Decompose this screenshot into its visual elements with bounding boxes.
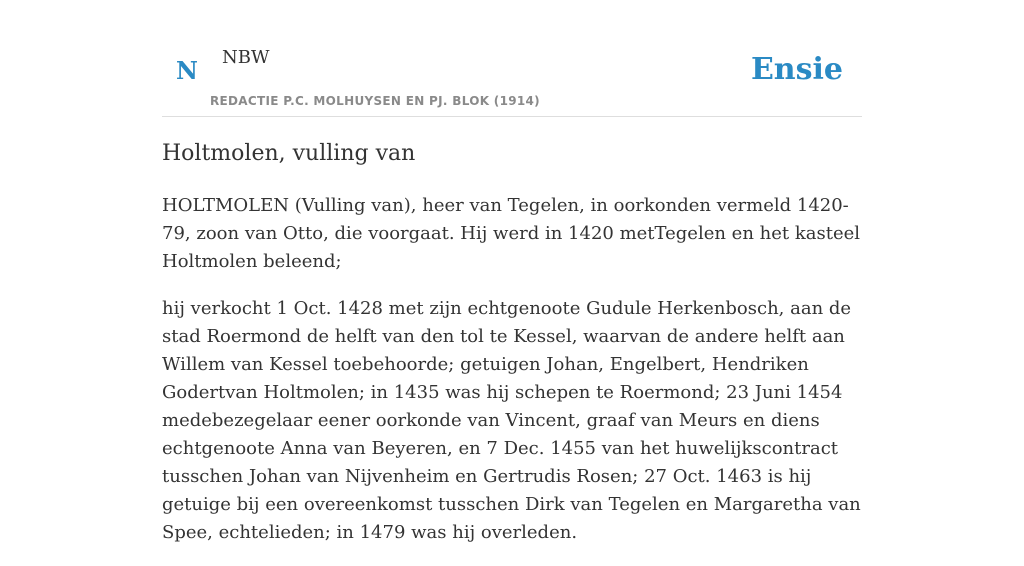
article-paragraph-2: hij verkocht 1 Oct. 1428 met zijn echtgenoote Gudule Herkenbosch, aan de stad Roermond de helft van den tol te Kessel, waarvan de andere helft aan Willem van Kessel toebehoorde; getuigen Johan, Engelbert, Hendriken Godertvan Holtmolen; in 1435 was hij schepen te Roermond; 23 Juni 1454 medebezegelaar eener oorkonde van Vincent, graaf van Meurs en diens echtgenoote Anna van Beyeren, en 7 Dec. 1455 van het huwelijkscontract tusschen Johan van Nijvenheim en Gertrudis Rosen; 27 Oct. 1463 is hij getuige bij een overeenkomst tusschen Dirk van Tegelen en Margaretha van Spee, echtelieden; in 1479 was hij overleden. <box>162 298 861 543</box>
header <box>162 0 862 117</box>
article-paragraph-1: HOLTMOLEN (Vulling van), heer van Tegelen, in oorkonden vermeld 1420-79, zoon van Otto, die voorgaat. Hij werd in 1420 metTegelen en het kasteel Holtmolen beleend; <box>162 195 861 272</box>
brand-logo-link[interactable]: Ensie <box>750 52 843 87</box>
page-title: Holtmolen, vulling van <box>162 141 416 166</box>
source-logo-icon[interactable]: N <box>176 56 198 85</box>
article-body <box>162 192 862 566</box>
source-name-link[interactable]: NBW <box>222 47 270 68</box>
source-subtitle: REDACTIE P.C. MOLHUYSEN EN PJ. BLOK (1914) <box>210 94 540 108</box>
